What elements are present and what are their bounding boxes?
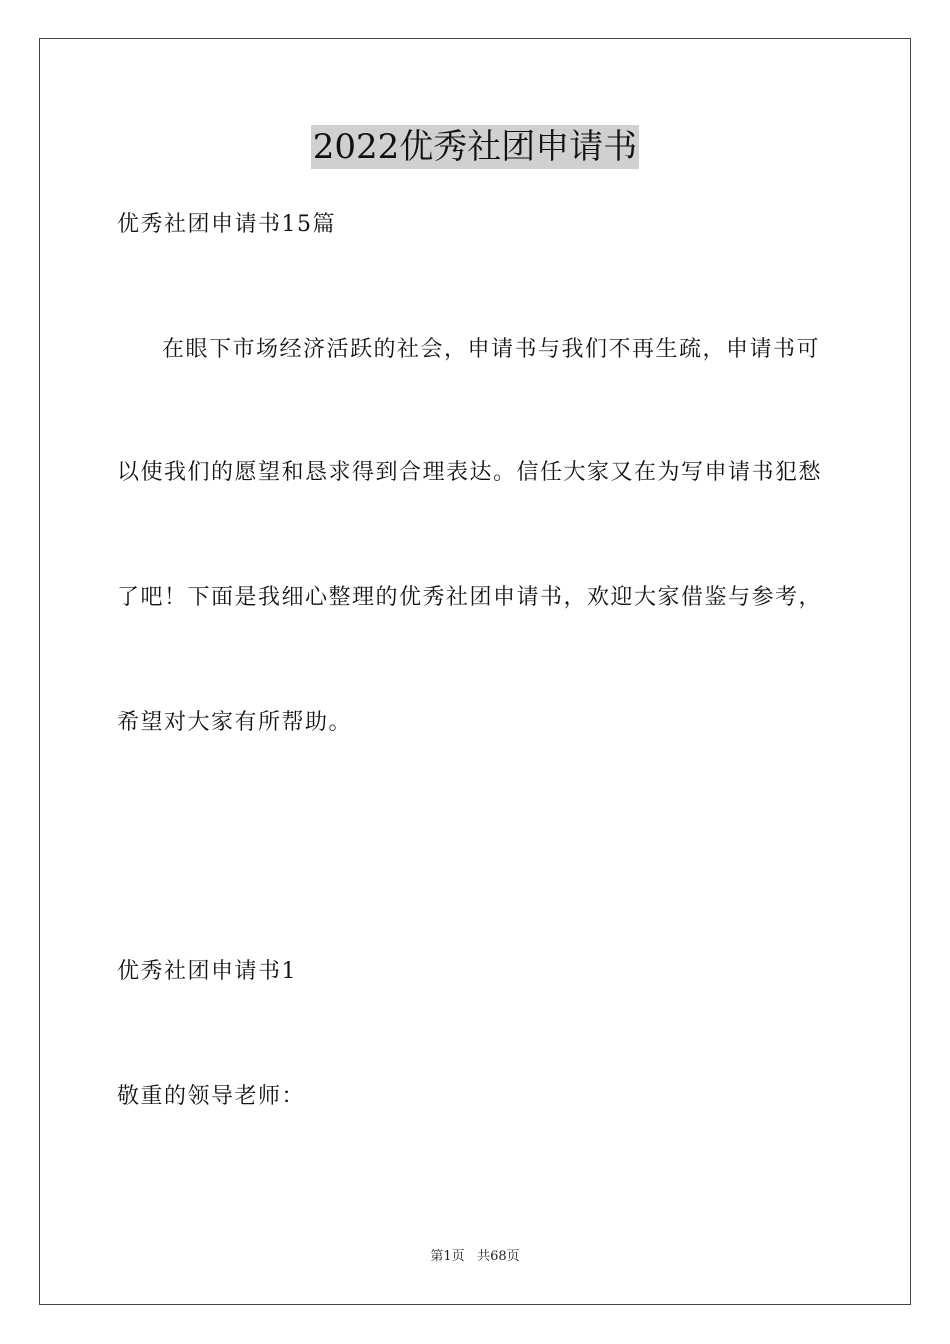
intro-line-3: 了吧！下面是我细心整理的优秀社团申请书，欢迎大家借鉴与参考， — [117, 585, 823, 610]
page-total: 共68页 — [477, 1249, 520, 1264]
section-heading: 优秀社团申请书1 — [117, 959, 297, 984]
intro-line-4: 希望对大家有所帮助。 — [117, 710, 353, 735]
document-subtitle: 优秀社团申请书15篇 — [117, 212, 336, 237]
title-container — [0, 125, 950, 169]
intro-line-2: 以使我们的愿望和恳求得到合理表达。信任大家又在为写申请书犯愁 — [117, 460, 823, 485]
page-footer — [0, 1248, 950, 1266]
salutation: 敬重的领导老师： — [117, 1084, 306, 1109]
intro-line-1: 在眼下市场经济活跃的社会，申请书与我们不再生疏，申请书可 — [162, 337, 821, 362]
page-number: 第1页 — [430, 1249, 465, 1264]
document-title: 2022优秀社团申请书 — [312, 127, 638, 167]
